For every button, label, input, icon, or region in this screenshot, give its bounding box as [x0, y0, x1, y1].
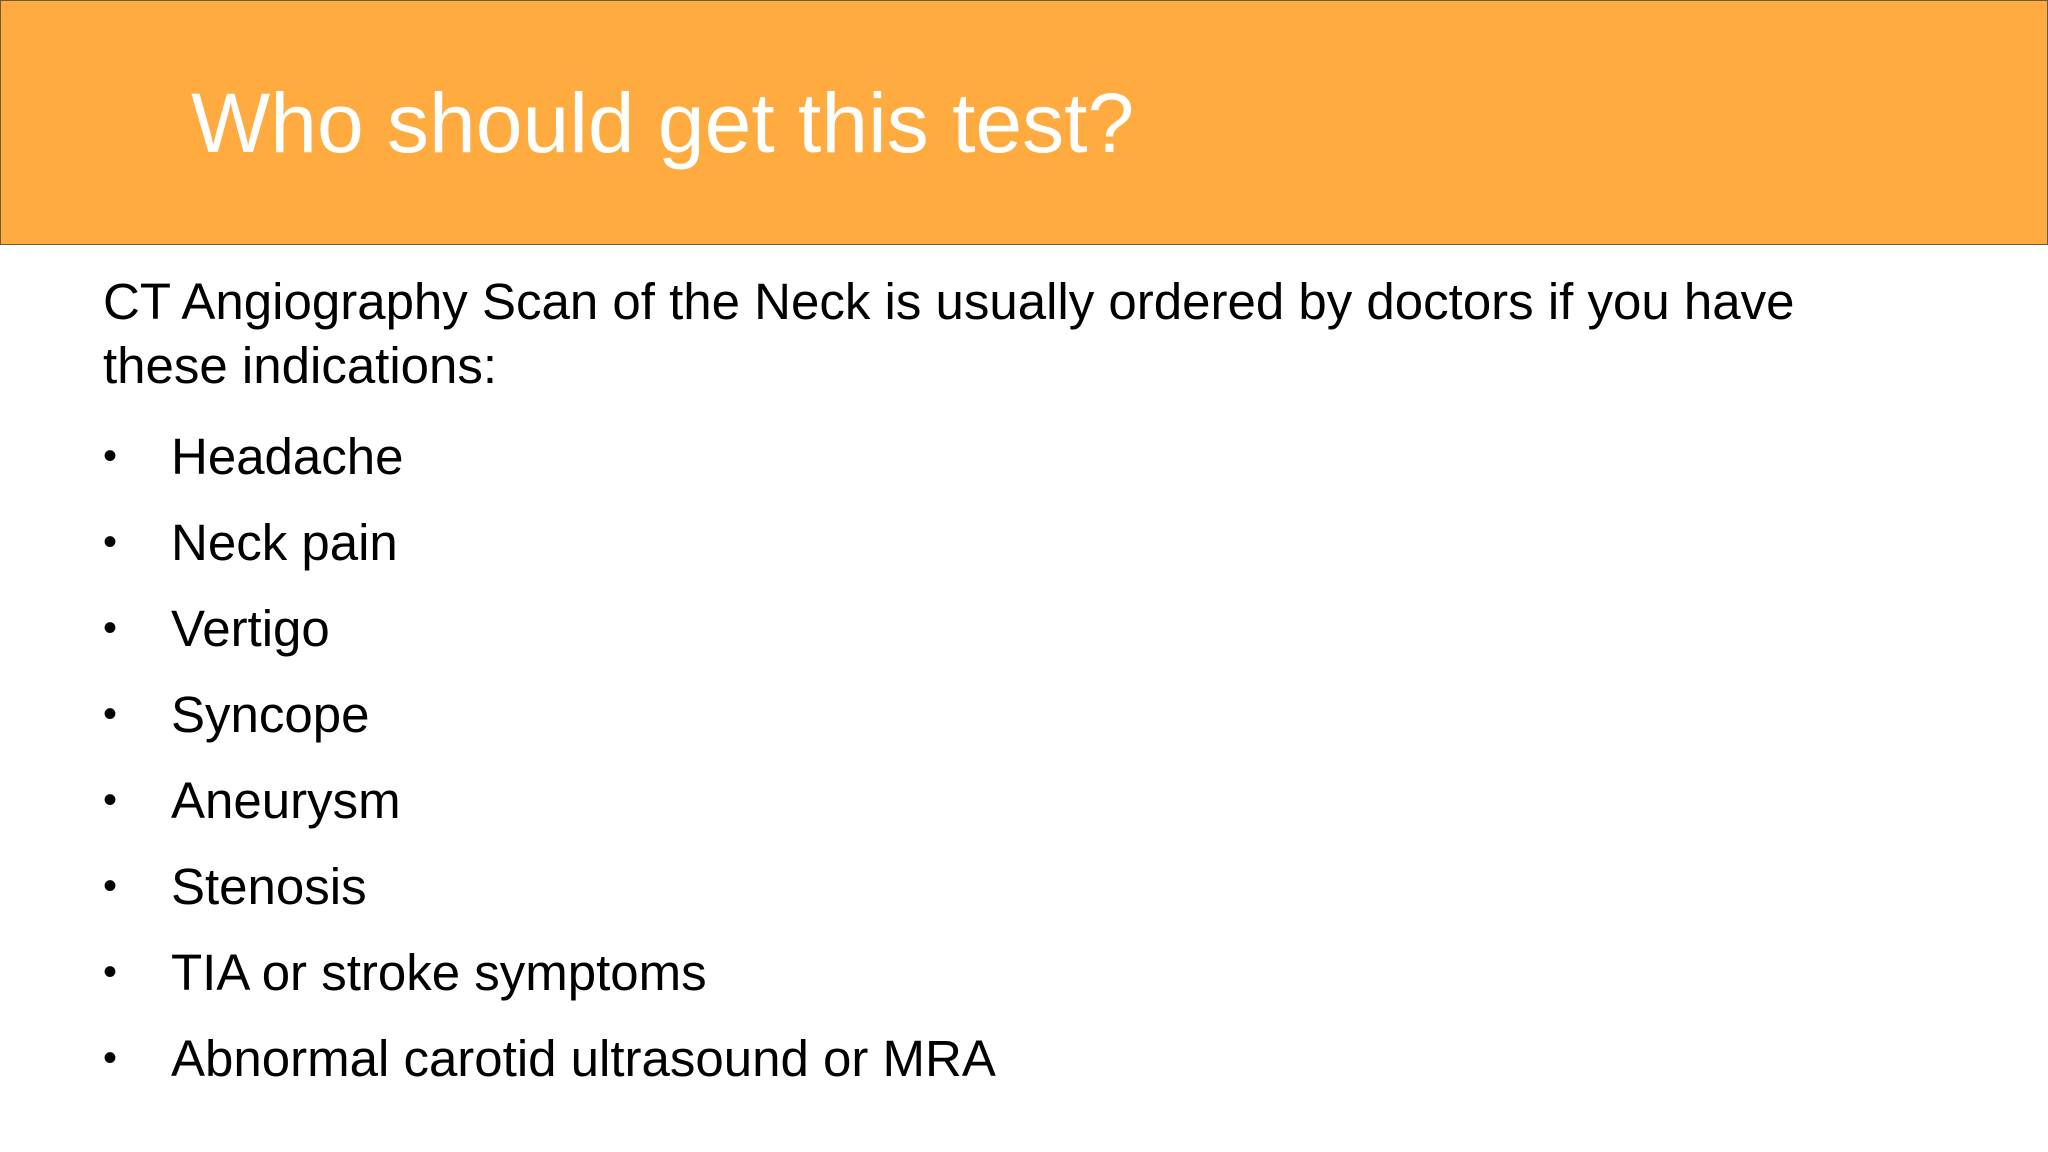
list-item — [103, 585, 996, 671]
list-item-label: Abnormal carotid ultrasound or MRA — [171, 1029, 996, 1087]
bullet-icon: • — [103, 864, 118, 908]
list-item — [103, 843, 996, 929]
list-item — [103, 1015, 996, 1101]
list-item-label: Neck pain — [171, 513, 398, 571]
indications-list — [103, 413, 996, 1101]
bullet-icon: • — [103, 692, 118, 736]
bullet-icon: • — [103, 950, 118, 994]
list-item-label: Aneurysm — [171, 771, 401, 829]
list-item-label: Stenosis — [171, 857, 367, 915]
list-item-label: TIA or stroke symptoms — [171, 943, 707, 1001]
list-item-label: Syncope — [171, 685, 370, 743]
list-item — [103, 671, 996, 757]
title-bar — [0, 0, 2048, 245]
bullet-icon: • — [103, 606, 118, 650]
list-item-label: Vertigo — [171, 599, 330, 657]
list-item — [103, 757, 996, 843]
bullet-icon: • — [103, 434, 118, 478]
intro-text: CT Angiography Scan of the Neck is usually ordered by doctors if you have these indications: — [103, 273, 1795, 394]
bullet-icon: • — [103, 520, 118, 564]
list-item — [103, 413, 996, 499]
slide-title: Who should get this test? — [191, 76, 1135, 170]
list-item-label: Headache — [171, 427, 404, 485]
bullet-icon: • — [103, 778, 118, 822]
list-item — [103, 499, 996, 585]
bullet-icon: • — [103, 1036, 118, 1080]
list-item — [103, 929, 996, 1015]
